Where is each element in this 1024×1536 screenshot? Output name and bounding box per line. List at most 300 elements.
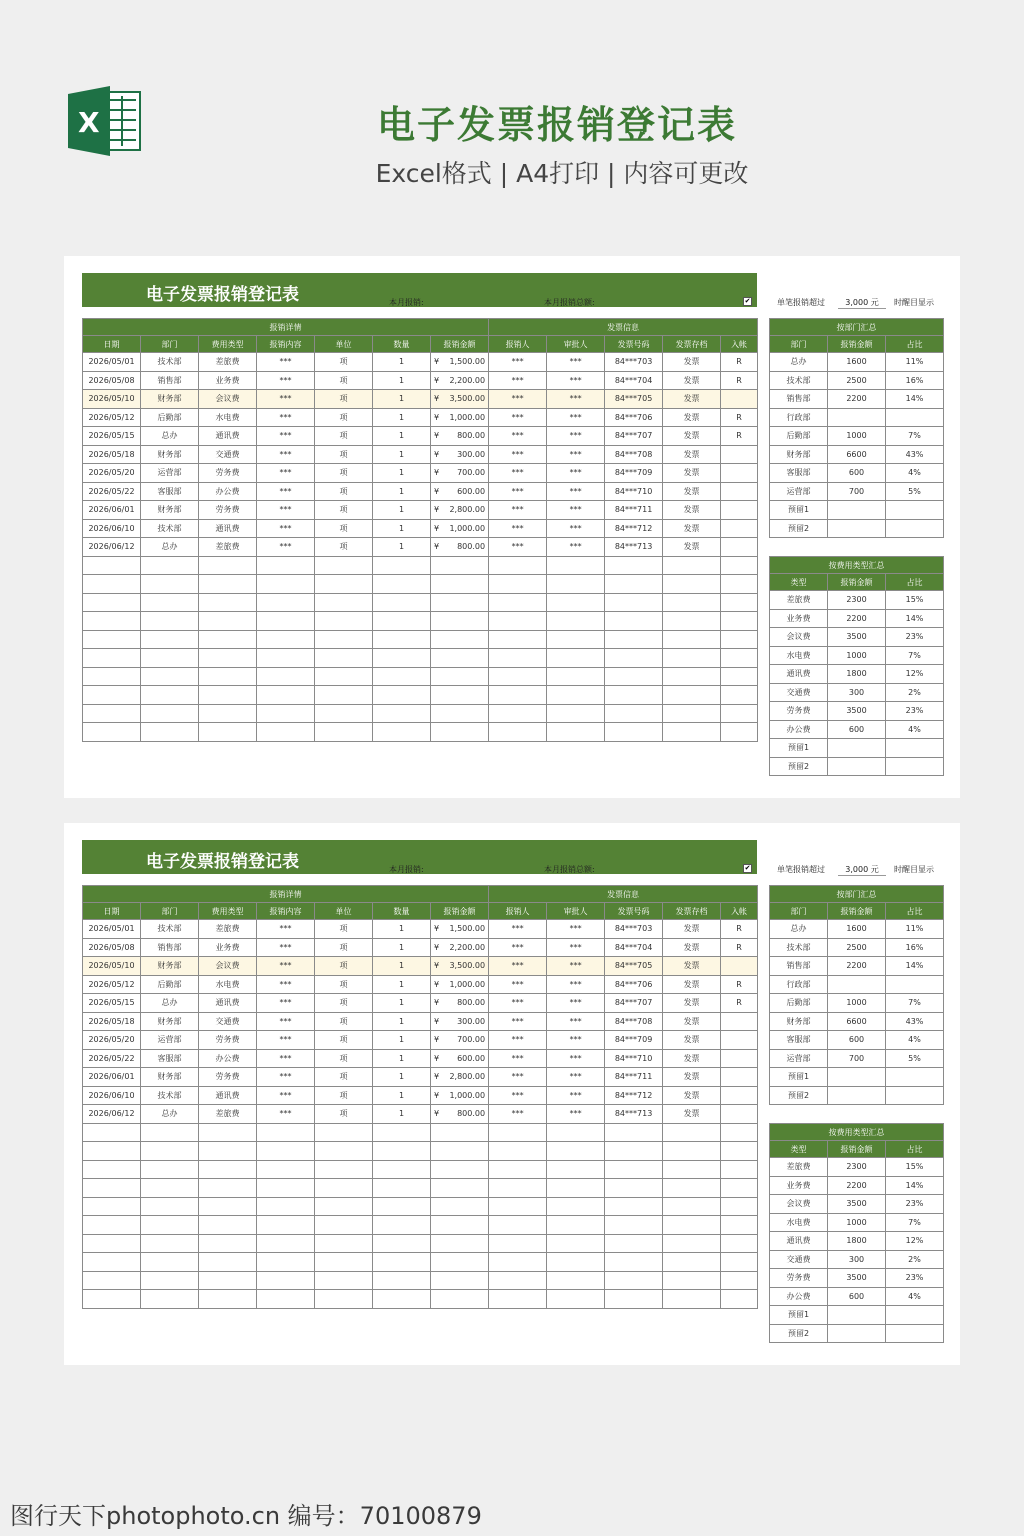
cell-qty[interactable]: 1 (373, 353, 431, 372)
cell-content[interactable]: *** (257, 1105, 315, 1124)
table-row[interactable] (83, 1068, 758, 1087)
cell-archive[interactable]: 发票 (663, 957, 721, 976)
cell-archive[interactable]: 发票 (663, 920, 721, 939)
cell-archive[interactable]: 发票 (663, 1068, 721, 1087)
empty-cell[interactable] (199, 686, 257, 705)
cell-posted[interactable] (721, 1012, 758, 1031)
empty-cell[interactable] (199, 704, 257, 723)
empty-cell[interactable] (547, 1216, 605, 1235)
empty-cell[interactable] (489, 630, 547, 649)
cell-type[interactable]: 通讯费 (199, 519, 257, 538)
empty-cell[interactable] (199, 1197, 257, 1216)
cell-invoice[interactable]: 84***707 (605, 427, 663, 446)
cell-archive[interactable]: 发票 (663, 427, 721, 446)
empty-cell[interactable] (721, 1253, 758, 1272)
cell-date[interactable]: 2026/06/10 (83, 1086, 141, 1105)
cell-dept[interactable]: 财务部 (141, 1012, 199, 1031)
cell-person[interactable]: *** (489, 353, 547, 372)
cell-qty[interactable]: 1 (373, 1012, 431, 1031)
empty-cell[interactable] (373, 1290, 431, 1309)
cell-person[interactable]: *** (489, 408, 547, 427)
empty-cell[interactable] (141, 1271, 199, 1290)
empty-cell[interactable] (721, 593, 758, 612)
empty-cell[interactable] (83, 612, 141, 631)
empty-cell[interactable] (199, 649, 257, 668)
empty-cell[interactable] (721, 723, 758, 742)
cell-amount[interactable] (431, 1105, 489, 1124)
cell-date[interactable]: 2026/05/18 (83, 445, 141, 464)
empty-cell[interactable] (431, 1216, 489, 1235)
cell-archive[interactable]: 发票 (663, 1049, 721, 1068)
cell-amount[interactable] (431, 519, 489, 538)
cell-amount[interactable] (431, 538, 489, 557)
cell-content[interactable]: *** (257, 975, 315, 994)
cell-unit[interactable]: 项 (315, 975, 373, 994)
empty-cell[interactable] (431, 612, 489, 631)
cell-content[interactable]: *** (257, 408, 315, 427)
empty-cell[interactable] (257, 1142, 315, 1161)
cell-content[interactable]: *** (257, 464, 315, 483)
empty-cell[interactable] (373, 649, 431, 668)
empty-cell[interactable] (83, 704, 141, 723)
empty-cell[interactable] (83, 1142, 141, 1161)
cell-invoice[interactable]: 84***711 (605, 501, 663, 520)
table-row[interactable] (83, 445, 758, 464)
cell-type[interactable]: 差旅费 (199, 1105, 257, 1124)
empty-cell[interactable] (721, 1142, 758, 1161)
empty-cell[interactable] (315, 1290, 373, 1309)
empty-cell[interactable] (605, 1197, 663, 1216)
cell-unit[interactable]: 项 (315, 1012, 373, 1031)
table-row-empty[interactable] (83, 1290, 758, 1309)
empty-cell[interactable] (257, 556, 315, 575)
empty-cell[interactable] (547, 667, 605, 686)
cell-posted[interactable]: R (721, 353, 758, 372)
table-row-empty[interactable] (83, 575, 758, 594)
empty-cell[interactable] (141, 1253, 199, 1272)
empty-cell[interactable] (83, 1179, 141, 1198)
empty-cell[interactable] (257, 1197, 315, 1216)
cell-unit[interactable]: 项 (315, 501, 373, 520)
empty-cell[interactable] (721, 1290, 758, 1309)
cell-date[interactable]: 2026/05/15 (83, 427, 141, 446)
empty-cell[interactable] (141, 704, 199, 723)
cell-archive[interactable]: 发票 (663, 994, 721, 1013)
cell-type[interactable]: 水电费 (199, 975, 257, 994)
empty-cell[interactable] (373, 1160, 431, 1179)
empty-cell[interactable] (431, 704, 489, 723)
empty-cell[interactable] (547, 1160, 605, 1179)
empty-cell[interactable] (547, 1234, 605, 1253)
cell-dept[interactable]: 客服部 (141, 1049, 199, 1068)
single-limit-value[interactable]: 3,000 元 (838, 864, 886, 876)
empty-cell[interactable] (257, 686, 315, 705)
empty-cell[interactable] (547, 686, 605, 705)
empty-cell[interactable] (663, 1234, 721, 1253)
cell-content[interactable]: *** (257, 427, 315, 446)
empty-cell[interactable] (373, 1234, 431, 1253)
empty-cell[interactable] (141, 1142, 199, 1161)
empty-cell[interactable] (315, 1160, 373, 1179)
empty-cell[interactable] (257, 1160, 315, 1179)
cell-approver[interactable]: *** (547, 353, 605, 372)
cell-amount[interactable] (431, 445, 489, 464)
cell-qty[interactable]: 1 (373, 1105, 431, 1124)
cell-date[interactable]: 2026/06/12 (83, 1105, 141, 1124)
empty-cell[interactable] (489, 1271, 547, 1290)
cell-content[interactable]: *** (257, 538, 315, 557)
table-row[interactable] (83, 390, 758, 409)
cell-unit[interactable]: 项 (315, 1105, 373, 1124)
empty-cell[interactable] (663, 1179, 721, 1198)
cell-invoice[interactable]: 84***707 (605, 994, 663, 1013)
table-row[interactable] (83, 1086, 758, 1105)
empty-cell[interactable] (431, 593, 489, 612)
empty-cell[interactable] (141, 593, 199, 612)
empty-cell[interactable] (315, 1253, 373, 1272)
empty-cell[interactable] (721, 667, 758, 686)
cell-type[interactable]: 劳务费 (199, 501, 257, 520)
cell-dept[interactable]: 财务部 (141, 957, 199, 976)
cell-dept[interactable]: 销售部 (141, 371, 199, 390)
empty-cell[interactable] (83, 593, 141, 612)
empty-cell[interactable] (257, 1271, 315, 1290)
empty-cell[interactable] (721, 1216, 758, 1235)
table-row[interactable] (83, 994, 758, 1013)
cell-dept[interactable]: 财务部 (141, 1068, 199, 1087)
table-row[interactable] (83, 1049, 758, 1068)
empty-cell[interactable] (257, 612, 315, 631)
empty-cell[interactable] (257, 1253, 315, 1272)
cell-person[interactable]: *** (489, 538, 547, 557)
empty-cell[interactable] (257, 1123, 315, 1142)
empty-cell[interactable] (431, 649, 489, 668)
empty-cell[interactable] (373, 1179, 431, 1198)
cell-posted[interactable] (721, 482, 758, 501)
empty-cell[interactable] (83, 723, 141, 742)
empty-cell[interactable] (373, 575, 431, 594)
empty-cell[interactable] (721, 575, 758, 594)
empty-cell[interactable] (141, 1123, 199, 1142)
single-limit-value[interactable]: 3,000 元 (838, 297, 886, 309)
cell-content[interactable]: *** (257, 445, 315, 464)
empty-cell[interactable] (605, 1179, 663, 1198)
empty-cell[interactable] (489, 667, 547, 686)
empty-cell[interactable] (257, 649, 315, 668)
highlight-checkbox[interactable]: ✔ (744, 297, 751, 305)
cell-invoice[interactable]: 84***703 (605, 920, 663, 939)
empty-cell[interactable] (721, 1160, 758, 1179)
cell-invoice[interactable]: 84***705 (605, 390, 663, 409)
empty-cell[interactable] (83, 649, 141, 668)
cell-posted[interactable] (721, 1086, 758, 1105)
empty-cell[interactable] (199, 667, 257, 686)
empty-cell[interactable] (663, 1123, 721, 1142)
cell-amount[interactable] (431, 427, 489, 446)
cell-unit[interactable]: 项 (315, 427, 373, 446)
empty-cell[interactable] (83, 1160, 141, 1179)
cell-amount[interactable] (431, 920, 489, 939)
cell-qty[interactable]: 1 (373, 1086, 431, 1105)
cell-approver[interactable]: *** (547, 920, 605, 939)
cell-archive[interactable]: 发票 (663, 353, 721, 372)
cell-archive[interactable]: 发票 (663, 445, 721, 464)
cell-content[interactable]: *** (257, 1012, 315, 1031)
table-row-empty[interactable] (83, 1179, 758, 1198)
empty-cell[interactable] (315, 1271, 373, 1290)
empty-cell[interactable] (83, 575, 141, 594)
empty-cell[interactable] (431, 1160, 489, 1179)
empty-cell[interactable] (431, 556, 489, 575)
empty-cell[interactable] (83, 1290, 141, 1309)
cell-archive[interactable]: 发票 (663, 390, 721, 409)
cell-type[interactable]: 办公费 (199, 482, 257, 501)
empty-cell[interactable] (199, 1179, 257, 1198)
cell-posted[interactable]: R (721, 408, 758, 427)
empty-cell[interactable] (605, 723, 663, 742)
empty-cell[interactable] (315, 667, 373, 686)
empty-cell[interactable] (315, 723, 373, 742)
empty-cell[interactable] (489, 723, 547, 742)
empty-cell[interactable] (489, 575, 547, 594)
empty-cell[interactable] (315, 630, 373, 649)
cell-date[interactable]: 2026/05/10 (83, 390, 141, 409)
empty-cell[interactable] (489, 1197, 547, 1216)
cell-content[interactable]: *** (257, 1086, 315, 1105)
empty-cell[interactable] (547, 630, 605, 649)
table-row[interactable] (83, 371, 758, 390)
cell-approver[interactable]: *** (547, 1086, 605, 1105)
empty-cell[interactable] (83, 686, 141, 705)
cell-approver[interactable]: *** (547, 408, 605, 427)
table-row[interactable] (83, 975, 758, 994)
empty-cell[interactable] (431, 686, 489, 705)
empty-cell[interactable] (663, 649, 721, 668)
table-row-empty[interactable] (83, 723, 758, 742)
empty-cell[interactable] (721, 649, 758, 668)
empty-cell[interactable] (199, 1271, 257, 1290)
cell-archive[interactable]: 发票 (663, 408, 721, 427)
empty-cell[interactable] (373, 723, 431, 742)
cell-date[interactable]: 2026/06/10 (83, 519, 141, 538)
table-row[interactable] (83, 1031, 758, 1050)
cell-date[interactable]: 2026/05/01 (83, 920, 141, 939)
empty-cell[interactable] (663, 593, 721, 612)
empty-cell[interactable] (257, 593, 315, 612)
cell-dept[interactable]: 运营部 (141, 1031, 199, 1050)
cell-date[interactable]: 2026/06/01 (83, 1068, 141, 1087)
empty-cell[interactable] (431, 1197, 489, 1216)
cell-date[interactable]: 2026/05/08 (83, 371, 141, 390)
cell-content[interactable]: *** (257, 994, 315, 1013)
cell-type[interactable]: 交通费 (199, 1012, 257, 1031)
cell-archive[interactable]: 发票 (663, 1105, 721, 1124)
cell-content[interactable]: *** (257, 501, 315, 520)
empty-cell[interactable] (547, 1271, 605, 1290)
table-row[interactable] (83, 427, 758, 446)
empty-cell[interactable] (141, 667, 199, 686)
empty-cell[interactable] (431, 1179, 489, 1198)
cell-approver[interactable]: *** (547, 390, 605, 409)
cell-person[interactable]: *** (489, 427, 547, 446)
empty-cell[interactable] (605, 667, 663, 686)
cell-approver[interactable]: *** (547, 975, 605, 994)
table-row[interactable] (83, 482, 758, 501)
cell-person[interactable]: *** (489, 1086, 547, 1105)
table-row-empty[interactable] (83, 1234, 758, 1253)
cell-content[interactable]: *** (257, 482, 315, 501)
cell-posted[interactable] (721, 1105, 758, 1124)
cell-amount[interactable] (431, 371, 489, 390)
cell-qty[interactable]: 1 (373, 938, 431, 957)
empty-cell[interactable] (199, 1253, 257, 1272)
cell-archive[interactable]: 发票 (663, 501, 721, 520)
empty-cell[interactable] (373, 686, 431, 705)
cell-person[interactable]: *** (489, 1012, 547, 1031)
cell-type[interactable]: 劳务费 (199, 464, 257, 483)
cell-unit[interactable]: 项 (315, 1049, 373, 1068)
empty-cell[interactable] (199, 1160, 257, 1179)
cell-qty[interactable]: 1 (373, 1068, 431, 1087)
table-row[interactable] (83, 519, 758, 538)
table-row-empty[interactable] (83, 556, 758, 575)
empty-cell[interactable] (605, 704, 663, 723)
cell-invoice[interactable]: 84***710 (605, 1049, 663, 1068)
empty-cell[interactable] (547, 723, 605, 742)
cell-unit[interactable]: 项 (315, 445, 373, 464)
empty-cell[interactable] (605, 1271, 663, 1290)
cell-amount[interactable] (431, 482, 489, 501)
empty-cell[interactable] (605, 649, 663, 668)
cell-invoice[interactable]: 84***713 (605, 538, 663, 557)
empty-cell[interactable] (431, 1123, 489, 1142)
table-row[interactable] (83, 957, 758, 976)
cell-content[interactable]: *** (257, 519, 315, 538)
empty-cell[interactable] (315, 612, 373, 631)
cell-archive[interactable]: 发票 (663, 482, 721, 501)
empty-cell[interactable] (199, 593, 257, 612)
cell-unit[interactable]: 项 (315, 1068, 373, 1087)
cell-type[interactable]: 业务费 (199, 371, 257, 390)
cell-amount[interactable] (431, 353, 489, 372)
cell-date[interactable]: 2026/05/10 (83, 957, 141, 976)
empty-cell[interactable] (605, 1142, 663, 1161)
empty-cell[interactable] (605, 612, 663, 631)
empty-cell[interactable] (489, 704, 547, 723)
table-row[interactable] (83, 501, 758, 520)
cell-archive[interactable]: 发票 (663, 1031, 721, 1050)
cell-dept[interactable]: 运营部 (141, 464, 199, 483)
empty-cell[interactable] (547, 1290, 605, 1309)
empty-cell[interactable] (547, 612, 605, 631)
cell-approver[interactable]: *** (547, 1105, 605, 1124)
empty-cell[interactable] (489, 1234, 547, 1253)
cell-date[interactable]: 2026/05/20 (83, 1031, 141, 1050)
empty-cell[interactable] (489, 556, 547, 575)
empty-cell[interactable] (721, 686, 758, 705)
empty-cell[interactable] (489, 1216, 547, 1235)
cell-posted[interactable]: R (721, 938, 758, 957)
cell-qty[interactable]: 1 (373, 519, 431, 538)
empty-cell[interactable] (315, 649, 373, 668)
cell-unit[interactable]: 项 (315, 994, 373, 1013)
empty-cell[interactable] (605, 556, 663, 575)
cell-amount[interactable] (431, 390, 489, 409)
cell-amount[interactable] (431, 464, 489, 483)
empty-cell[interactable] (199, 1123, 257, 1142)
cell-dept[interactable]: 技术部 (141, 1086, 199, 1105)
cell-posted[interactable]: R (721, 920, 758, 939)
cell-content[interactable]: *** (257, 938, 315, 957)
empty-cell[interactable] (721, 556, 758, 575)
empty-cell[interactable] (431, 1290, 489, 1309)
cell-amount[interactable] (431, 957, 489, 976)
empty-cell[interactable] (373, 1253, 431, 1272)
cell-type[interactable]: 差旅费 (199, 353, 257, 372)
empty-cell[interactable] (663, 630, 721, 649)
empty-cell[interactable] (489, 1179, 547, 1198)
empty-cell[interactable] (663, 704, 721, 723)
empty-cell[interactable] (373, 556, 431, 575)
empty-cell[interactable] (141, 686, 199, 705)
table-row[interactable] (83, 1105, 758, 1124)
cell-content[interactable]: *** (257, 353, 315, 372)
cell-posted[interactable] (721, 538, 758, 557)
cell-dept[interactable]: 后勤部 (141, 975, 199, 994)
cell-type[interactable]: 会议费 (199, 957, 257, 976)
cell-unit[interactable]: 项 (315, 482, 373, 501)
empty-cell[interactable] (315, 593, 373, 612)
cell-dept[interactable]: 技术部 (141, 353, 199, 372)
cell-posted[interactable]: R (721, 427, 758, 446)
empty-cell[interactable] (315, 1216, 373, 1235)
empty-cell[interactable] (431, 1253, 489, 1272)
table-row-empty[interactable] (83, 1123, 758, 1142)
cell-content[interactable]: *** (257, 920, 315, 939)
cell-person[interactable]: *** (489, 482, 547, 501)
cell-person[interactable]: *** (489, 519, 547, 538)
empty-cell[interactable] (547, 1197, 605, 1216)
empty-cell[interactable] (141, 575, 199, 594)
cell-person[interactable]: *** (489, 920, 547, 939)
cell-unit[interactable]: 项 (315, 957, 373, 976)
empty-cell[interactable] (605, 575, 663, 594)
table-row[interactable] (83, 538, 758, 557)
cell-person[interactable]: *** (489, 1049, 547, 1068)
cell-amount[interactable] (431, 1086, 489, 1105)
cell-qty[interactable]: 1 (373, 538, 431, 557)
cell-invoice[interactable]: 84***709 (605, 1031, 663, 1050)
empty-cell[interactable] (605, 1123, 663, 1142)
cell-invoice[interactable]: 84***708 (605, 1012, 663, 1031)
cell-type[interactable]: 通讯费 (199, 994, 257, 1013)
empty-cell[interactable] (141, 612, 199, 631)
empty-cell[interactable] (315, 1234, 373, 1253)
cell-invoice[interactable]: 84***704 (605, 938, 663, 957)
cell-dept[interactable]: 销售部 (141, 938, 199, 957)
cell-posted[interactable] (721, 390, 758, 409)
cell-archive[interactable]: 发票 (663, 975, 721, 994)
empty-cell[interactable] (721, 630, 758, 649)
empty-cell[interactable] (199, 556, 257, 575)
cell-archive[interactable]: 发票 (663, 464, 721, 483)
cell-approver[interactable]: *** (547, 1068, 605, 1087)
empty-cell[interactable] (605, 1253, 663, 1272)
cell-content[interactable]: *** (257, 371, 315, 390)
empty-cell[interactable] (257, 630, 315, 649)
cell-amount[interactable] (431, 994, 489, 1013)
cell-approver[interactable]: *** (547, 957, 605, 976)
